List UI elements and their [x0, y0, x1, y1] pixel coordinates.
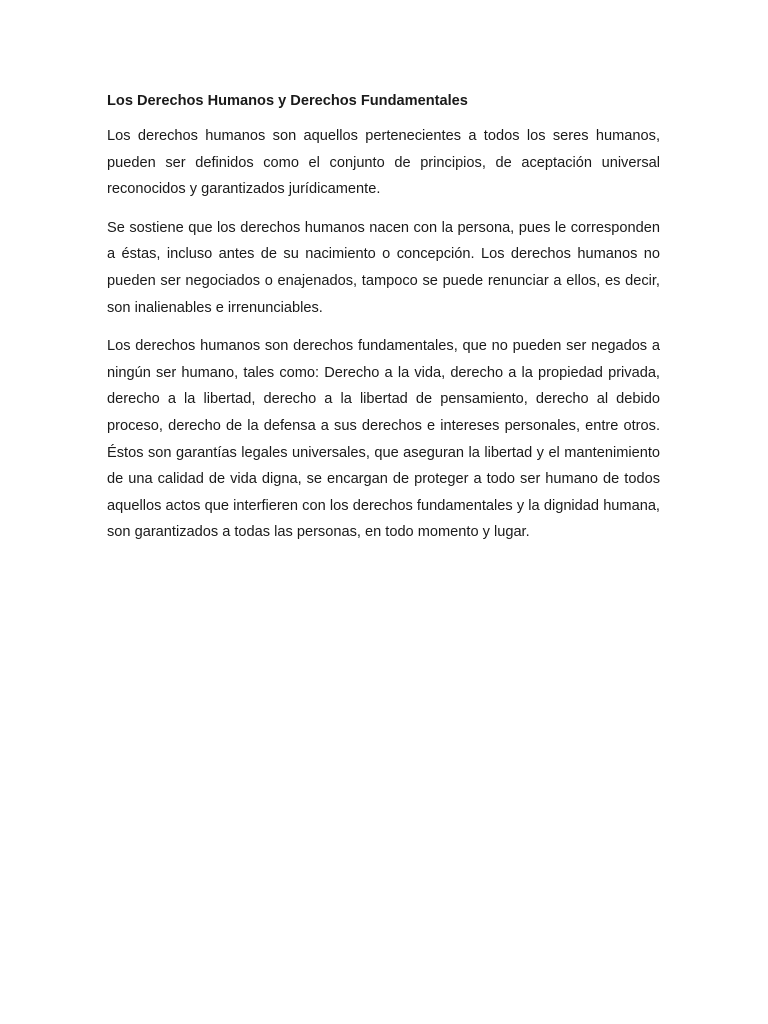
- paragraph-3: Los derechos humanos son derechos fundamentales, que no pueden ser negados a ningún ser humano, tales como: Derecho a la vida, derecho a la propiedad privada, derecho a la libertad, derecho a la libertad de pensamiento, derecho al debido proceso, derecho de la defensa a sus derechos e intereses personales, entre otros. Éstos son garantías legales universales, que aseguran la libertad y el mantenimiento de una calidad de vida digna, se encargan de proteger a todo ser humano de todos aquellos actos que interfieren con los derechos fundamentales y la dignidad humana, son garantizados a todas las personas, en todo momento y lugar.: [107, 338, 660, 541]
- paragraph-1: Los derechos humanos son aquellos pertenecientes a todos los seres humanos, pueden ser definidos como el conjunto de principios, de aceptación universal reconocidos y garantizados jurídicamente.: [107, 128, 660, 198]
- paragraph-2: Se sostiene que los derechos humanos nacen con la persona, pues le corresponden a éstas, incluso antes de su nacimiento o concepción. Los derechos humanos no pueden ser negociados o enajenados, tampoco se puede renunciar a ellos, es decir, son inalienables e irrenunciables.: [107, 219, 660, 316]
- document-title: Los Derechos Humanos y Derechos Fundamentales: [107, 93, 468, 109]
- document-body: [107, 88, 660, 558]
